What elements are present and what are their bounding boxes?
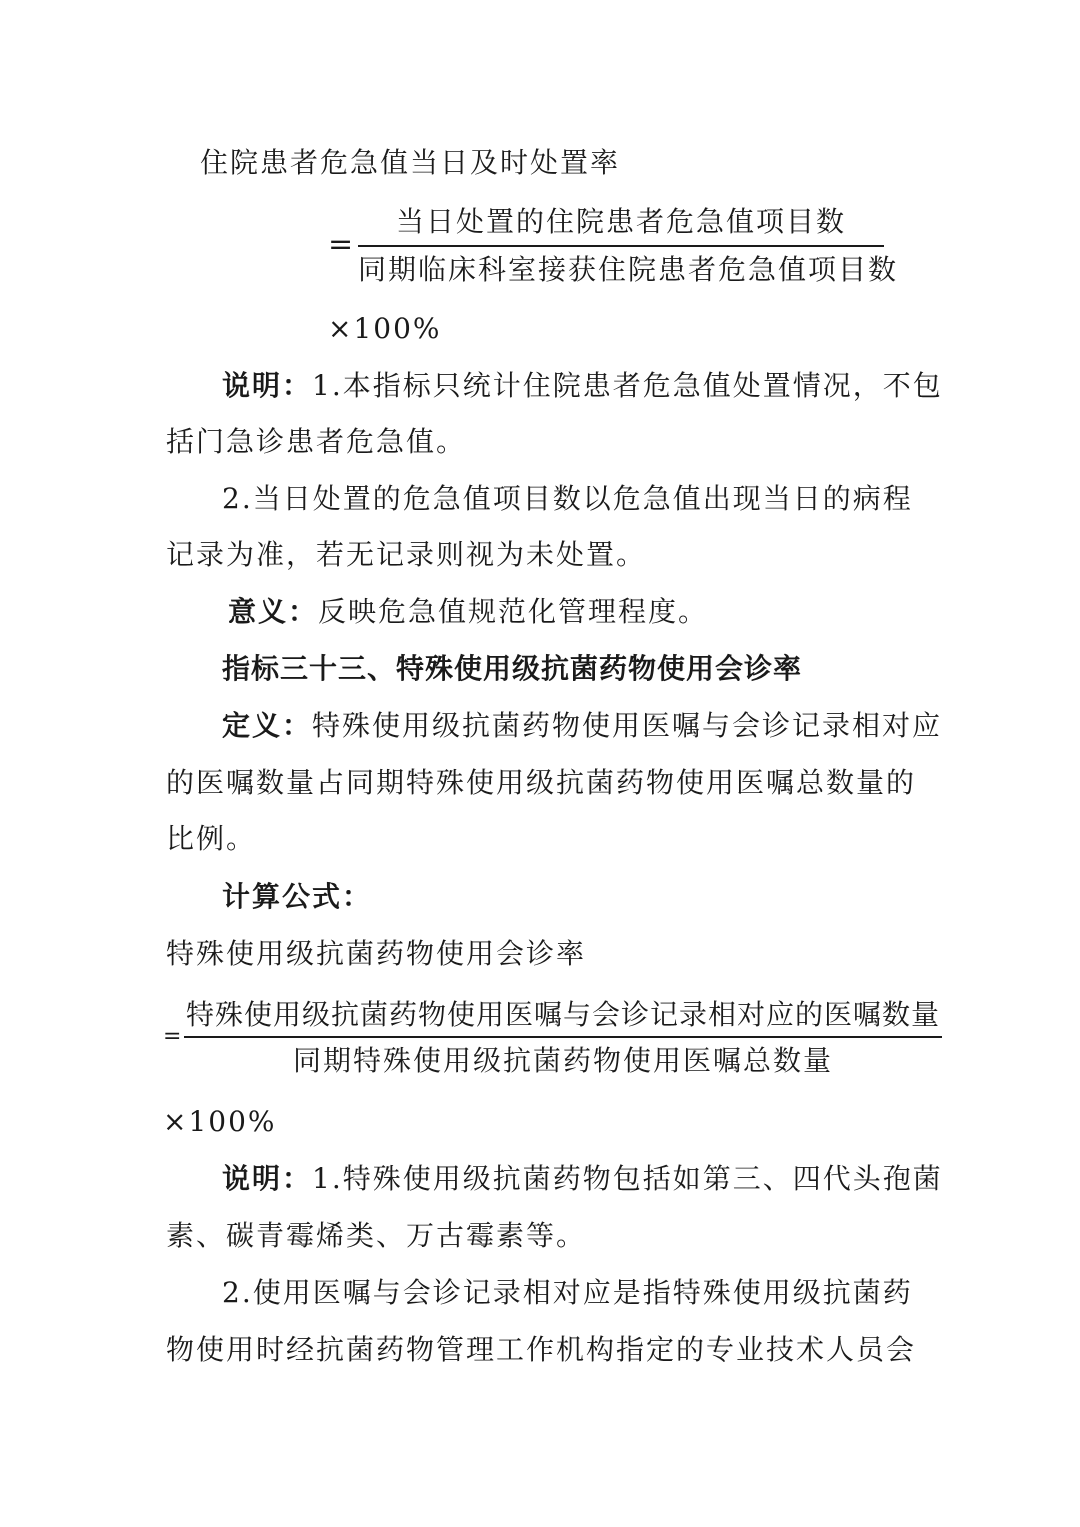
- numerator-2: 特殊使用级抗菌药物使用医嘱与会诊记录相对应的医嘱数量: [185, 998, 940, 1031]
- numerator-1: 当日处置的住院患者危急值项目数: [395, 205, 846, 238]
- equals-sign-2: =: [163, 1024, 182, 1049]
- formula-title-2: 特殊使用级抗菌药物使用会诊率: [166, 937, 587, 970]
- note-2-line-2: 记录为准，若无记录则视为未处置。: [166, 538, 647, 571]
- multiplier-1: ×100%: [328, 312, 442, 345]
- formula-title-1: 住院患者危急值当日及时处置率: [200, 146, 621, 179]
- note-2-1-line-2: 素、碳青霉烯类、万古霉素等。: [166, 1219, 587, 1252]
- note-1: [222, 369, 943, 403]
- formula-label: 计算公式：: [222, 880, 373, 913]
- note-label-1: 说明：: [222, 369, 313, 402]
- section-heading: 指标三十三、特殊使用级抗菌药物使用会诊率: [222, 652, 803, 685]
- note-1-line-2: 括门急诊患者危急值。: [166, 425, 467, 458]
- meaning-label: 意义：: [228, 595, 319, 628]
- meaning: [228, 595, 708, 629]
- denominator-1: 同期临床科室接获住院患者危急值项目数: [358, 253, 899, 286]
- multiplier-2: ×100%: [163, 1105, 277, 1138]
- fraction-1: [358, 205, 899, 289]
- definition: [222, 709, 942, 743]
- note-1-line-1: 1.本指标只统计住院患者危急值处置情况，不包: [312, 369, 943, 402]
- note-2-line-1: 2.当日处置的危急值项目数以危急值出现当日的病程: [222, 482, 913, 515]
- meaning-text: 反映危急值规范化管理程度。: [318, 595, 709, 628]
- definition-line-3: 比例。: [166, 822, 257, 855]
- definition-line-2: 的医嘱数量占同期特殊使用级抗菌药物使用医嘱总数量的: [166, 766, 917, 799]
- fraction-bar-1: [358, 245, 884, 247]
- note-label-2: 说明：: [222, 1162, 313, 1195]
- note-2-1-line-1: 1.特殊使用级抗菌药物包括如第三、四代头孢菌: [312, 1162, 943, 1195]
- note-2-1: [222, 1162, 943, 1196]
- fraction-2: [184, 998, 942, 1082]
- denominator-2: 同期特殊使用级抗菌药物使用医嘱总数量: [292, 1044, 833, 1077]
- fraction-bar-2: [184, 1036, 942, 1038]
- equals-sign-1: =: [328, 227, 354, 262]
- note-2-2-line-1: 2.使用医嘱与会诊记录相对应是指特殊使用级抗菌药: [222, 1276, 913, 1309]
- definition-line-1: 特殊使用级抗菌药物使用医嘱与会诊记录相对应: [312, 709, 943, 742]
- definition-label: 定义：: [222, 709, 313, 742]
- note-2-2-line-2: 物使用时经抗菌药物管理工作机构指定的专业技术人员会: [166, 1333, 917, 1366]
